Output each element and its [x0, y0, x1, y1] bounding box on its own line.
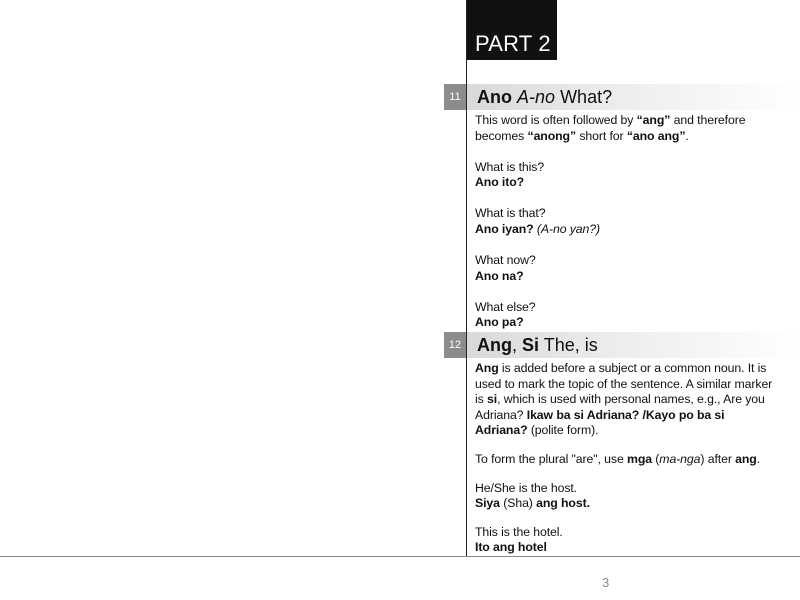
heading-word: Ano	[477, 87, 512, 107]
example-tagalog	[475, 496, 775, 512]
example-english: What now?	[475, 253, 536, 268]
example-tagalog-text: Ano ito?	[475, 175, 525, 190]
section-number: 11	[449, 91, 461, 103]
intro-text: is added before a subject or a common noun. It is used to mark the topic of the sentence. A similar marker is	[475, 361, 773, 407]
heading-meaning: The, is	[543, 335, 598, 355]
section-number: 12	[448, 339, 462, 351]
example-english: What is that?	[475, 206, 546, 221]
heading-meaning: What?	[560, 87, 613, 107]
plural-text: (	[651, 451, 660, 466]
part-label-tab	[467, 0, 557, 60]
example-tagalog-text: Ano iyan?	[475, 221, 534, 236]
plural-text: ) after	[700, 451, 736, 466]
example-tagalog	[475, 222, 775, 238]
section-12-heading	[477, 332, 598, 358]
example-tagalog	[475, 175, 775, 191]
plural-text: To form the plural "are", use	[475, 451, 627, 466]
example-tagalog	[475, 315, 775, 331]
example-english: This is the hotel.	[475, 524, 563, 539]
plural-rule	[475, 452, 775, 468]
example-english: What else?	[475, 299, 536, 314]
plural-bold: ang	[735, 451, 757, 466]
section-12-number-box	[444, 332, 466, 358]
plural-text: .	[756, 451, 761, 466]
heading-word: Si	[522, 335, 540, 355]
section-12-intro	[475, 361, 775, 439]
example-tagalog-text: ang host.	[536, 496, 590, 511]
section-12-body	[475, 361, 775, 556]
plural-italic: ma-nga	[659, 451, 701, 466]
intro-text: short for	[576, 128, 627, 143]
intro-bold: Ikaw ba si Adriana? /Kayo po ba si Adriana?	[475, 407, 725, 438]
example-note: (A-no yan?)	[536, 221, 601, 236]
intro-text: This word is often followed by	[475, 113, 637, 127]
heading-pronunciation: A-no	[517, 87, 556, 107]
intro-bold: si	[487, 392, 498, 407]
example-tagalog-text: Ito ang hotel	[475, 540, 547, 555]
example-tagalog	[475, 540, 775, 556]
intro-bold: Ang	[475, 361, 499, 375]
example-tagalog	[475, 269, 775, 285]
example-note: (Sha)	[503, 496, 533, 511]
plural-bold: mga	[627, 451, 652, 466]
intro-bold: “ang”	[636, 113, 671, 127]
intro-text: and therefore becomes	[475, 113, 746, 143]
example-english: What is this?	[475, 159, 545, 174]
section-11-intro	[475, 113, 775, 144]
intro-bold: “ano ang”	[626, 128, 686, 143]
section-11-body	[475, 113, 775, 331]
heading-separator: ,	[512, 335, 518, 355]
part-label: PART 2	[475, 31, 551, 56]
intro-text: (polite form).	[527, 423, 599, 438]
page-divider-horizontal	[0, 556, 800, 557]
example-tagalog-text: Siya	[475, 496, 500, 511]
example-english: He/She is the host.	[475, 480, 577, 495]
example-tagalog-text: Ano na?	[475, 268, 524, 283]
section-11-number-box	[444, 84, 466, 110]
heading-word: Ang	[477, 335, 512, 355]
section-11-heading	[477, 84, 612, 110]
intro-text: , which is used with personal names, e.g., Are you Adriana?	[475, 392, 765, 422]
intro-text: .	[685, 128, 689, 143]
intro-bold: “anong”	[527, 128, 576, 143]
example-tagalog-text: Ano pa?	[475, 315, 524, 330]
page-number: 3	[602, 575, 610, 590]
